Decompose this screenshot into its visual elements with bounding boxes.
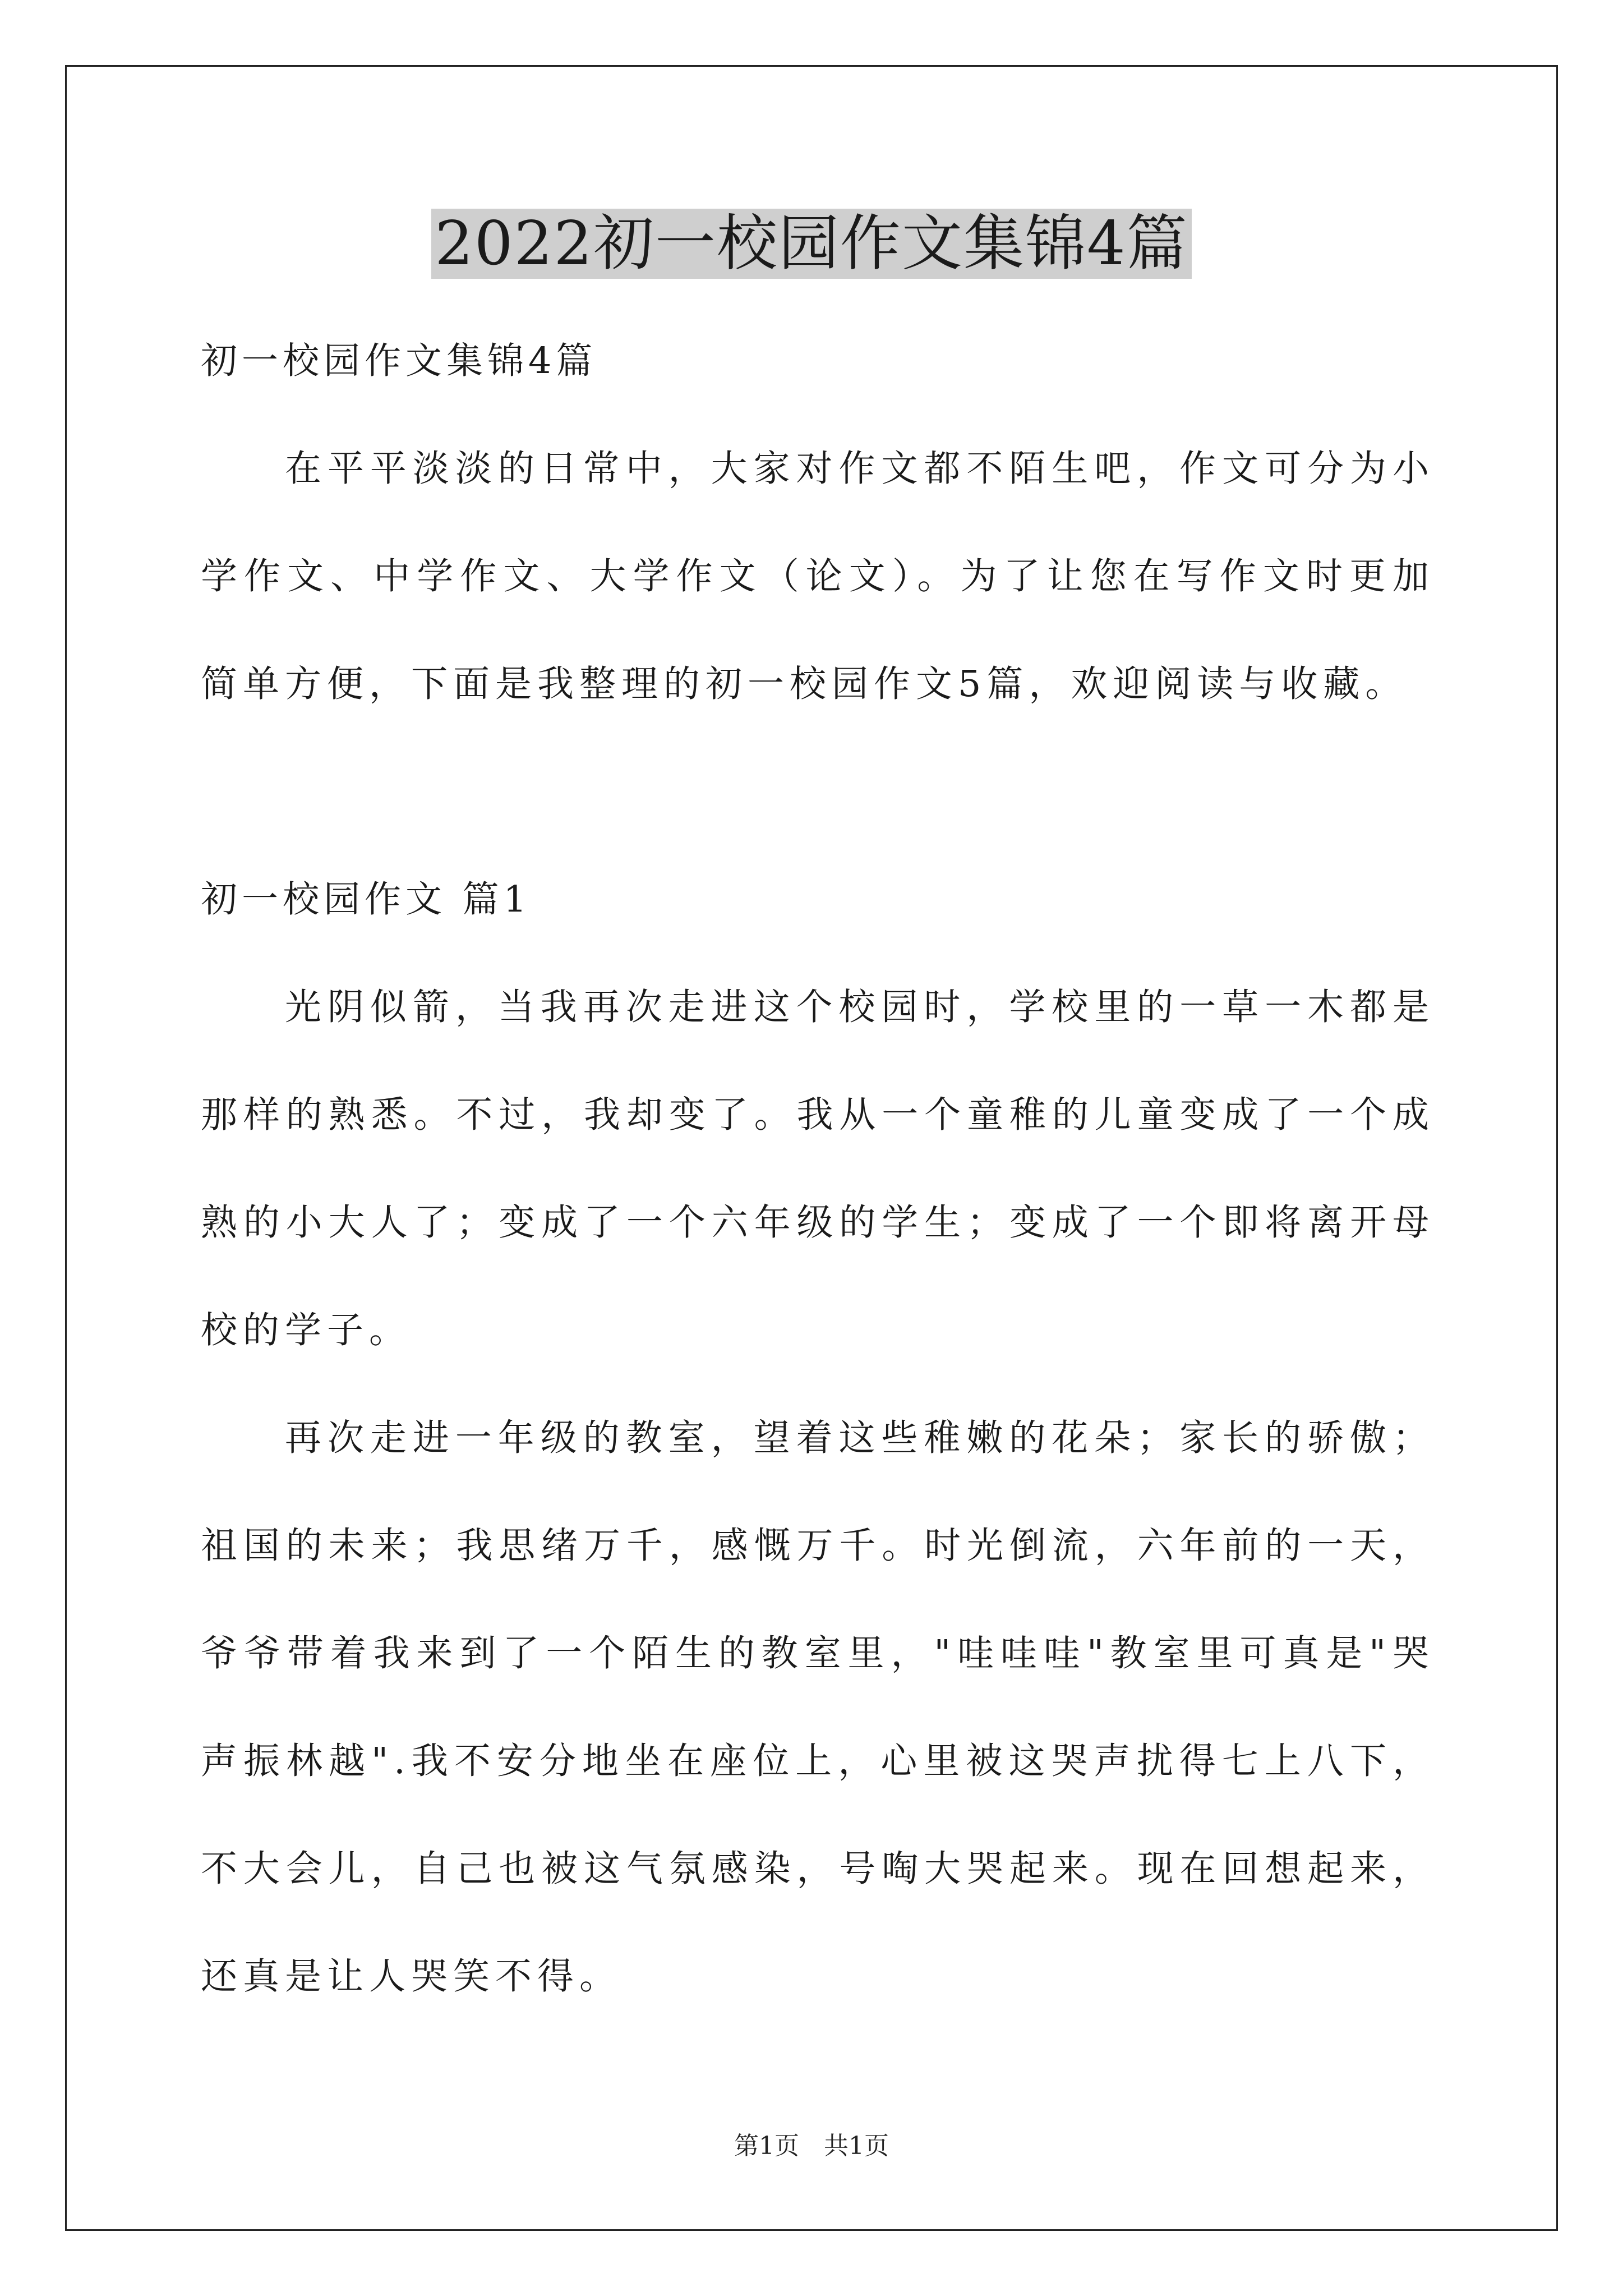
document-subtitle: 初一校园作文集锦4篇 [201, 340, 597, 382]
intro-paragraph: 在平平淡淡的日常中，大家对作文都不陌生吧，作文可分为小学作文、中学作文、大学作文（论文）。为了让您在写作文时更加简单方便，下面是我整理的初一校园作文5篇，欢迎阅读与收藏。 [201, 448, 1435, 705]
body-paragraph-1: 光阴似箭，当我再次走进这个校园时，学校里的一草一木都是那样的熟悉。不过，我却变了。我从一个童稚的儿童变成了一个成熟的小大人了；变成了一个六年级的学生；变成了一个即将离开母校的学子。 [201, 986, 1435, 1351]
page-footer: 第1页 共1页 [734, 2132, 889, 2160]
section-heading: 初一校园作文 篇1 [201, 878, 532, 921]
section-spacer [201, 738, 1435, 846]
body-paragraph-2: 再次走进一年级的教室，望着这些稚嫩的花朵；家长的骄傲；祖国的未来；我思绪万千，感慨万千。时光倒流，六年前的一天，爷爷带着我来到了一个陌生的教室里，"哇哇哇"教室里可真是"哭声振林越".我不安分地坐在座位上，心里被这哭声扰得七上八下，不大会儿，自己也被这气氛感染，号啕大哭起来。现在回想起来，还真是让人哭笑不得。 [201, 1417, 1435, 1998]
document-body [201, 307, 1435, 2031]
document-title-text: 2022初一校园作文集锦4篇 [431, 209, 1192, 279]
document-title [0, 202, 1623, 286]
